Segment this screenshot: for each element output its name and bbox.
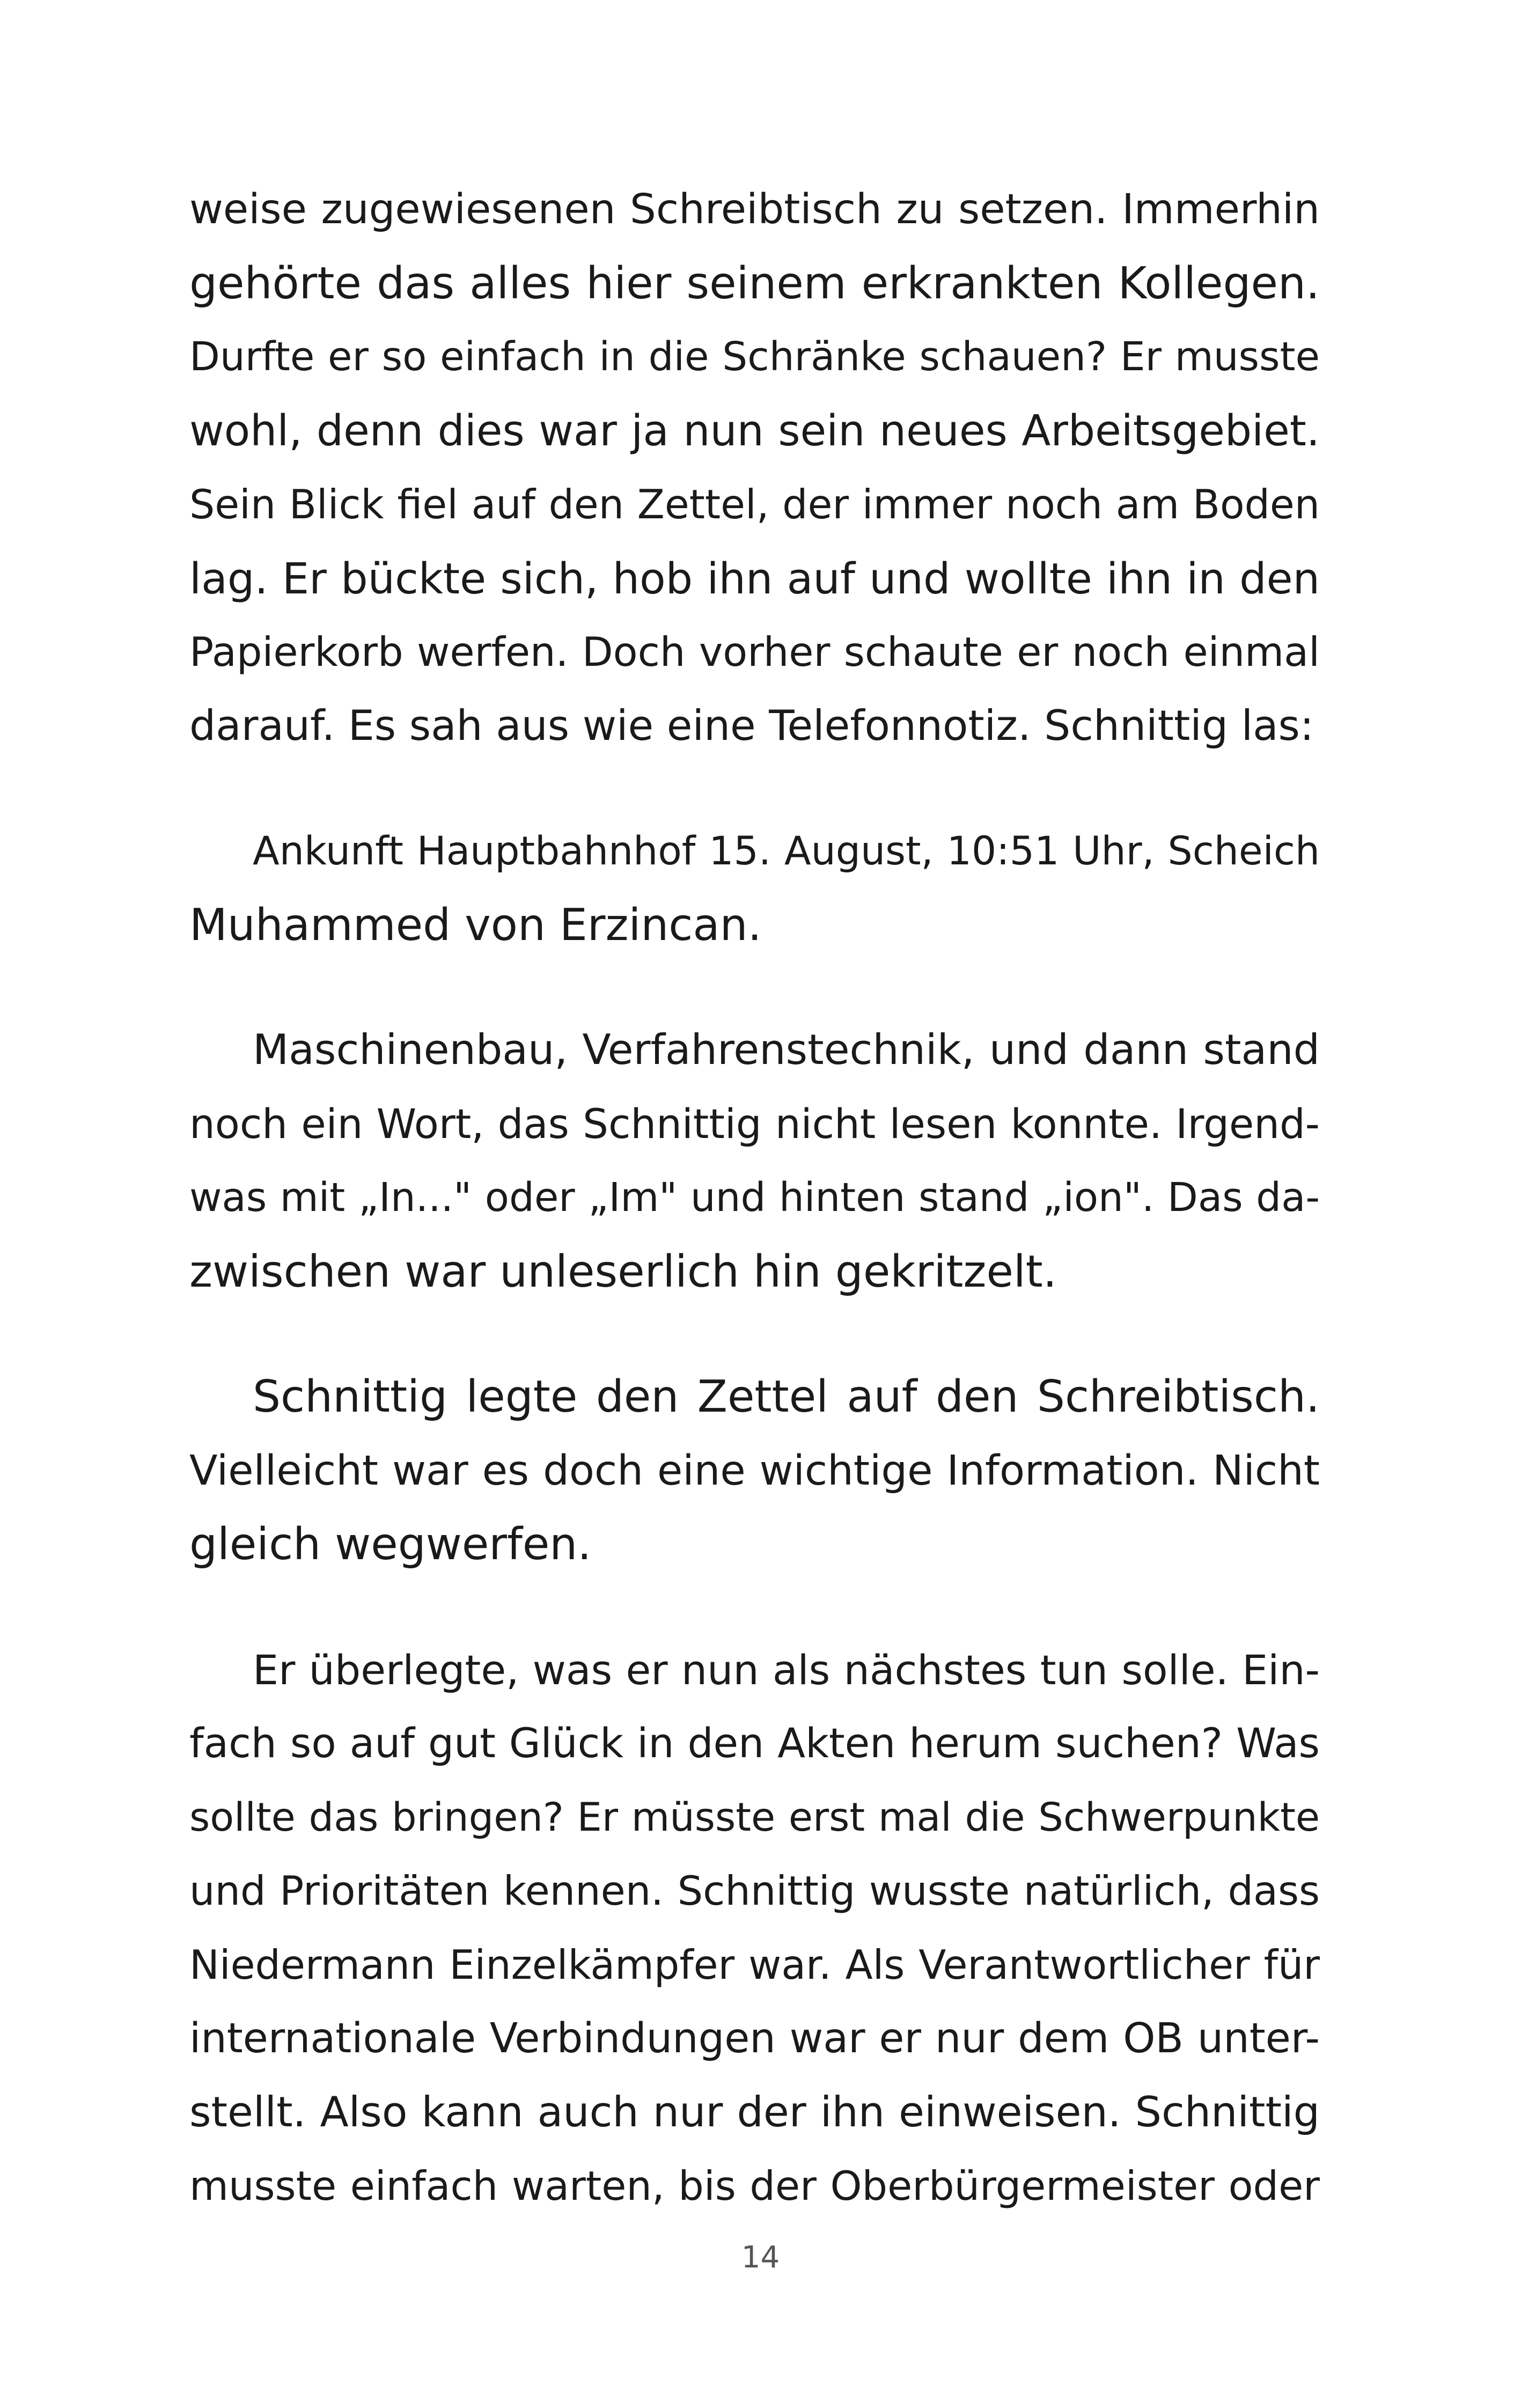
text-line: stellt. Also kann auch nur der ihn einweisen. Schnittig	[189, 2088, 1320, 2137]
text-line: und Prioritäten kennen. Schnittig wusste natürlich, dass	[189, 1867, 1320, 1914]
text-line: Schnittig legte den Zettel auf den Schreibtisch.	[253, 1371, 1320, 1422]
text-line: Papierkorb werfen. Doch vorher schaute er noch einmal	[189, 628, 1320, 676]
paragraph-2	[189, 814, 1320, 962]
text-line: musste einfach warten, bis der Oberbürgermeister oder	[189, 2162, 1320, 2209]
text-line: Niedermann Einzelkämpfer war. Als Verantwortlicher für	[189, 1941, 1320, 1988]
text-line: noch ein Wort, das Schnittig nicht lesen konnte. Irgend-	[189, 1100, 1320, 1148]
paragraph-gap	[189, 1309, 1320, 1360]
text-line: zwischen war unleserlich hin gekritzelt.	[189, 1246, 1057, 1297]
text-line: Er überlegte, was er nun als nächstes tun solle. Ein-	[253, 1646, 1320, 1694]
text-line: Durfte er so einfach in die Schränke schauen? Er musste	[189, 334, 1320, 380]
text-line: wohl, denn dies war ja nun sein neues Arbeitsgebiet.	[189, 406, 1320, 456]
text-line: Vielleicht war es doch eine wichtige Information. Nicht	[189, 1447, 1320, 1495]
text-line: weise zugewiesenen Schreibtisch zu setzen. Immerhin	[189, 186, 1320, 233]
text-line: internationale Verbindungen war er nur dem OB unter-	[189, 2015, 1320, 2062]
paragraph-5	[189, 1633, 1320, 2223]
paragraph-gap	[189, 763, 1320, 814]
text-line: lag. Er bückte sich, hob ihn auf und wollte ihn in den	[189, 553, 1320, 604]
page-number: 14	[741, 2240, 780, 2275]
paragraph-3	[189, 1014, 1320, 1309]
text-line: was mit „In..." oder „Im" und hinten stand „ion". Das da-	[189, 1174, 1320, 1221]
paragraph-4	[189, 1360, 1320, 1582]
text-line: fach so auf gut Glück in den Akten herum suchen? Was	[189, 1720, 1320, 1767]
text-line: gleich wegwerfen.	[189, 1519, 592, 1570]
text-line: Ankunft Hauptbahnhof 15. August, 10:51 Uhr, Scheich	[253, 828, 1320, 874]
paragraph-1	[189, 173, 1320, 763]
paragraph-gap	[189, 962, 1320, 1014]
text-line: Maschinenbau, Verfahrenstechnik, und dann stand	[253, 1026, 1320, 1074]
text-line: Muhammed von Erzincan.	[189, 899, 762, 951]
paragraph-gap	[189, 1582, 1320, 1633]
text-line: sollte das bringen? Er müsste erst mal die Schwerpunkte	[189, 1794, 1320, 1840]
text-line: gehörte das alles hier seinem erkrankten Kollegen.	[189, 258, 1320, 309]
text-line: darauf. Es sah aus wie eine Telefonnotiz. Schnittig las:	[189, 701, 1314, 750]
page-body	[189, 173, 1320, 2223]
text-line: Sein Blick fiel auf den Zettel, der immer noch am Boden	[189, 481, 1320, 528]
